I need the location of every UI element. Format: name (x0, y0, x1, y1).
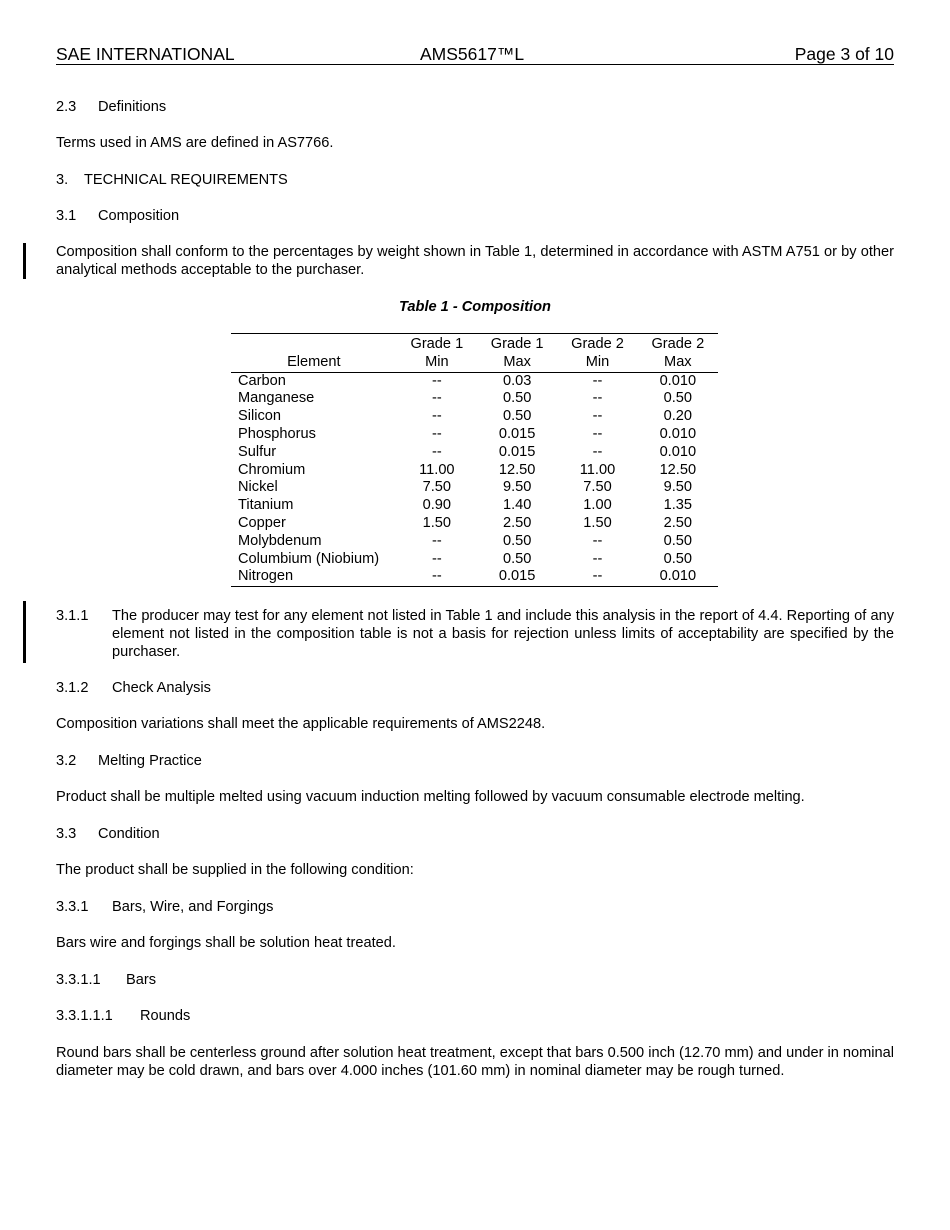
cell-element: Nitrogen (231, 568, 397, 586)
section-3-3-1-1-1-heading (56, 1007, 894, 1025)
column-header-element (231, 334, 397, 373)
cell-element: Molybdenum (238, 532, 322, 549)
table-title: Table 1 - Composition (399, 299, 551, 315)
section-title: Bars (126, 972, 157, 988)
section-3-3-1-heading (56, 898, 894, 916)
section-3-2-heading (56, 752, 894, 770)
table-row (231, 515, 718, 533)
section-title: Rounds (140, 1008, 191, 1024)
section-3-1-heading (56, 207, 894, 225)
paragraph-rounds: Round bars shall be centerless ground after solution heat treatment, except that bars 0.500 inch (12.70 mm) and under in nominal diameter may be cold drawn, and bars over 4.000 inches (101.60 mm) in nominal diameter may be rough turned. (56, 1045, 895, 1079)
header-line-1: Grade 2 (651, 336, 705, 352)
section-3-1-1-text: The producer may test for any element not listed in Table 1 and include this analysis in the report of 4.4. Reporting of any element not listed in the composition table is not a basis for rejection unless limits of acceptability are specified by the purchaser. (112, 608, 894, 660)
section-number: 3.3 (56, 826, 77, 842)
header-document-number: AMS5617™L (420, 44, 525, 64)
cell-grade2-min: -- (592, 532, 603, 549)
cell-element: Titanium (238, 497, 294, 514)
section-number: 3.1.2 (56, 680, 89, 696)
column-header-grade1-max (477, 334, 557, 373)
section-title: Check Analysis (112, 680, 211, 696)
cell-element: Carbon (238, 372, 286, 389)
header-line-2: Element (287, 353, 341, 370)
cell-grade2-min: 7.50 (583, 479, 612, 496)
cell-grade1-min: -- (431, 425, 442, 442)
header-page-number: Page 3 of 10 (794, 44, 894, 64)
cell-grade2-max: 9.50 (663, 479, 693, 496)
paragraph-bars-wire-forgings: Bars wire and forgings shall be solution heat treated. (56, 935, 396, 951)
section-number: 3. (56, 172, 69, 188)
cell-grade1-max: 0.015 (477, 568, 557, 586)
section-title: Condition (98, 826, 160, 842)
cell-grade2-min: -- (592, 425, 603, 442)
cell-element: Copper (238, 514, 286, 531)
section-3-1-1 (56, 607, 894, 661)
revision-change-bar (23, 243, 26, 279)
cell-element: Chromium (238, 461, 306, 478)
section-number: 3.1.1 (56, 608, 89, 624)
section-3-heading (56, 171, 894, 189)
cell-grade1-max: 9.50 (502, 479, 532, 496)
paragraph-melting: Product shall be multiple melted using vacuum induction melting followed by vacuum consumable electrode melting. (56, 789, 805, 805)
table-header-row (231, 334, 718, 373)
cell-grade1-max: 12.50 (498, 461, 536, 478)
cell-grade2-max: 0.010 (659, 443, 697, 460)
cell-grade2-max: 12.50 (659, 461, 697, 478)
cell-grade1-max: 0.50 (502, 532, 532, 549)
paragraph-check-analysis: Composition variations shall meet the applicable requirements of AMS2248. (56, 716, 546, 732)
header-line-1: Grade 2 (571, 336, 624, 352)
cell-grade2-min: -- (592, 443, 603, 460)
column-header-grade1-min (397, 334, 477, 373)
cell-element: Phosphorus (238, 425, 316, 442)
table-row (231, 390, 718, 408)
composition-table (231, 333, 718, 587)
cell-grade2-max: 0.010 (638, 568, 718, 586)
cell-grade1-max: 0.50 (502, 390, 532, 407)
cell-grade1-max: 0.50 (502, 550, 532, 567)
cell-grade2-max: 2.50 (663, 514, 693, 531)
section-number: 3.3.1.1 (56, 972, 101, 988)
cell-element: Sulfur (238, 443, 277, 460)
column-header-grade2-max (638, 334, 718, 373)
cell-grade2-max: 0.50 (663, 550, 693, 567)
paragraph-terms: Terms used in AMS are defined in AS7766. (56, 135, 334, 151)
cell-grade2-min: -- (592, 390, 603, 407)
cell-grade2-min: 11.00 (579, 461, 616, 478)
cell-grade1-min: -- (431, 443, 442, 460)
table-row (231, 533, 718, 551)
section-title: Bars, Wire, and Forgings (112, 899, 274, 915)
table-row (231, 426, 718, 444)
paragraph-composition: Composition shall conform to the percentages by weight shown in Table 1, determined in accordance with ASTM A751 or by other analytical methods acceptable to the purchaser. (56, 244, 894, 278)
cell-grade2-min: -- (592, 550, 603, 567)
section-title: Composition (98, 208, 180, 224)
section-3-3-heading (56, 825, 894, 843)
table-row (231, 551, 718, 569)
cell-element: Silicon (238, 408, 281, 425)
cell-grade1-min: 1.50 (422, 514, 452, 531)
section-number: 3.2 (56, 753, 77, 769)
section-number: 3.3.1 (56, 899, 89, 915)
cell-grade1-min: -- (431, 532, 442, 549)
header-line-2: Max (503, 353, 531, 370)
cell-grade2-max: 0.010 (659, 372, 697, 389)
cell-grade2-min: 1.50 (583, 514, 612, 531)
cell-grade1-max: 0.03 (502, 372, 532, 389)
section-title: Definitions (98, 99, 167, 115)
cell-grade1-min: 0.90 (422, 497, 452, 514)
cell-grade1-min: 11.00 (419, 461, 455, 478)
cell-grade1-min: -- (431, 372, 442, 389)
cell-grade1-min: 7.50 (422, 479, 452, 496)
section-3-3-1-1-heading (56, 971, 894, 989)
cell-grade2-min: 1.00 (583, 497, 612, 514)
table-row (231, 444, 718, 462)
header-line-2: Max (664, 353, 692, 370)
cell-grade1-max: 0.015 (498, 425, 536, 442)
table-row (231, 408, 718, 426)
table-row (231, 462, 718, 480)
section-2-3-heading (56, 98, 894, 116)
cell-element: Manganese (238, 390, 315, 407)
cell-grade2-min: -- (592, 408, 603, 425)
section-title: TECHNICAL REQUIREMENTS (84, 172, 288, 188)
cell-grade1-max: 0.50 (502, 408, 532, 425)
table-row (231, 479, 718, 497)
page-header (56, 44, 894, 65)
cell-grade1-max: 2.50 (502, 514, 532, 531)
cell-grade2-max: 0.010 (659, 425, 697, 442)
section-number: 3.3.1.1.1 (56, 1008, 113, 1024)
header-line-1: Grade 1 (490, 336, 544, 352)
cell-element: Nickel (238, 479, 278, 496)
section-number: 3.1 (56, 208, 77, 224)
header-organization: SAE INTERNATIONAL (56, 44, 235, 64)
cell-grade2-max: 1.35 (663, 497, 693, 514)
cell-grade2-min: -- (592, 372, 603, 389)
table-row (231, 372, 718, 390)
table-row (231, 568, 718, 586)
cell-grade2-min: -- (557, 568, 637, 586)
cell-grade1-min: -- (431, 390, 442, 407)
cell-grade1-min: -- (431, 550, 442, 567)
table-body (231, 372, 718, 587)
header-line-1: Grade 1 (410, 336, 464, 352)
cell-grade2-max: 0.50 (663, 390, 693, 407)
cell-grade1-min: -- (431, 408, 442, 425)
table-row (231, 497, 718, 515)
section-3-1-2-heading (56, 679, 894, 697)
revision-change-bar (23, 601, 26, 663)
cell-element: Columbium (Niobium) (238, 550, 380, 567)
column-header-grade2-min (557, 334, 637, 373)
cell-grade2-max: 0.50 (663, 532, 693, 549)
header-line-2: Min (425, 353, 449, 370)
header-line-2: Min (585, 353, 610, 370)
section-title: Melting Practice (98, 753, 202, 769)
section-number: 2.3 (56, 99, 77, 115)
cell-grade1-max: 1.40 (502, 497, 532, 514)
cell-grade2-max: 0.20 (663, 408, 693, 425)
paragraph-condition: The product shall be supplied in the following condition: (56, 862, 414, 878)
cell-grade1-max: 0.015 (498, 443, 536, 460)
cell-grade1-min: -- (397, 568, 477, 586)
